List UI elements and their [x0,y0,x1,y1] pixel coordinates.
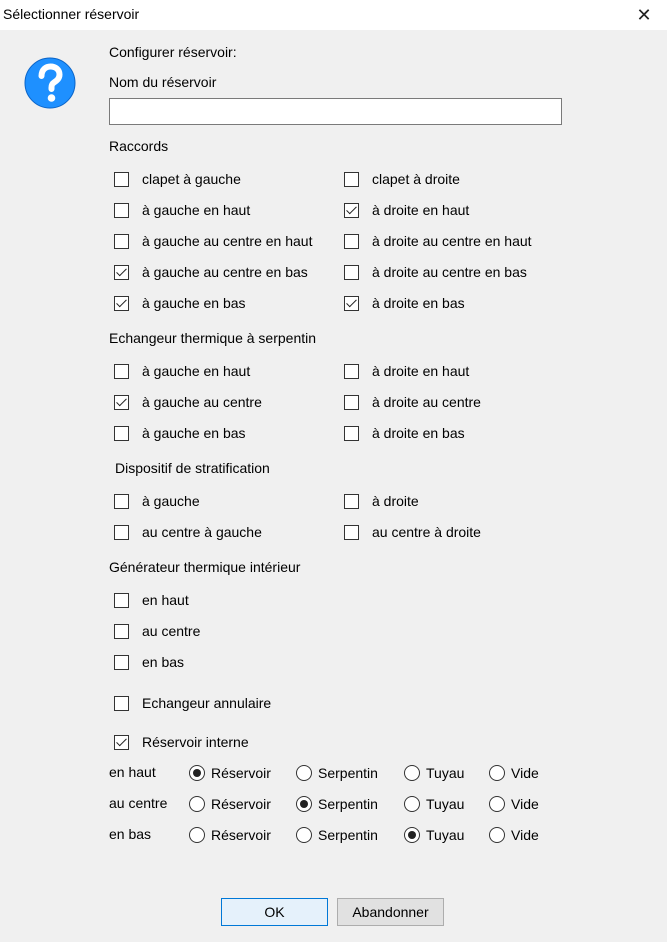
radio-option[interactable] [404,763,464,783]
checkbox-label: à gauche en bas [142,425,246,441]
generateur-heading: Générateur thermique intérieur [109,559,301,575]
checkbox-option[interactable] [344,231,532,251]
raccords-heading: Raccords [109,138,169,154]
echangeur-heading: Echangeur thermique à serpentin [109,330,317,346]
radio-option[interactable] [296,825,378,845]
radio-label: Vide [511,827,539,843]
radio-unselected [404,796,420,812]
checkbox-unchecked [344,494,359,509]
checkbox-label: au centre à gauche [142,524,262,540]
checkbox-label: à droite en haut [372,202,470,218]
checkbox-checked [344,296,359,311]
checkbox-option[interactable] [114,361,250,381]
checkbox-unchecked [114,426,129,441]
radio-unselected [189,796,205,812]
close-icon: ✕ [636,4,652,25]
checkbox-label: à gauche au centre en haut [142,233,313,249]
checkbox-label: au centre [142,623,201,639]
configure-heading: Configurer réservoir: [109,44,237,60]
checkbox-checked [114,395,129,410]
checkbox-unchecked [114,203,129,218]
checkbox-option[interactable] [114,200,250,220]
radio-option[interactable] [296,794,378,814]
checkbox-label: en haut [142,592,189,608]
zone-row-label: au centre [109,795,168,811]
checkbox-label: au centre à droite [372,524,481,540]
radio-option[interactable] [189,763,271,783]
reservoir-interne-checkbox[interactable] [114,732,249,752]
stratification-heading: Dispositif de stratification [115,460,270,476]
radio-unselected [489,765,505,781]
radio-option[interactable] [189,825,271,845]
checkbox-option[interactable] [114,621,200,641]
checkbox-unchecked [114,593,129,608]
title-bar [0,0,667,30]
checkbox-unchecked [114,624,129,639]
radio-label: Serpentin [318,765,378,781]
checkbox-label: à droite [372,493,419,509]
checkbox-option[interactable] [114,169,241,189]
radio-label: Tuyau [426,765,465,781]
radio-option[interactable] [489,763,539,783]
checkbox-label: à droite en bas [372,295,465,311]
checkbox-unchecked [114,234,129,249]
checkbox-label: en bas [142,654,185,670]
radio-label: Serpentin [318,827,378,843]
radio-label: Serpentin [318,796,378,812]
radio-unselected [404,765,420,781]
checkbox-label: Réservoir interne [142,734,249,750]
checkbox-label: à gauche au centre en bas [142,264,308,280]
checkbox-checked [344,203,359,218]
checkbox-option[interactable] [344,491,419,511]
checkbox-unchecked [114,494,129,509]
checkbox-unchecked [344,395,359,410]
checkbox-unchecked [344,426,359,441]
checkbox-label: à droite au centre en bas [372,264,527,280]
zone-row-label: en haut [109,764,156,780]
checkbox-unchecked [114,172,129,187]
radio-unselected [489,827,505,843]
checkbox-label: à droite en bas [372,425,465,441]
checkbox-option[interactable] [114,491,200,511]
checkbox-label: clapet à droite [372,171,460,187]
checkbox-label: clapet à gauche [142,171,241,187]
checkbox-box [114,735,129,750]
checkbox-option[interactable] [344,392,481,412]
radio-label: Vide [511,765,539,781]
checkbox-unchecked [114,525,129,540]
radio-option[interactable] [489,794,539,814]
close-button[interactable] [621,0,667,30]
tank-name-label: Nom du réservoir [109,74,217,90]
checkbox-option[interactable] [114,231,312,251]
checkbox-unchecked [344,234,359,249]
radio-selected [404,827,420,843]
checkbox-option[interactable] [114,293,246,313]
checkbox-label: à droite au centre [372,394,481,410]
checkbox-option[interactable] [344,169,460,189]
checkbox-label: à gauche en bas [142,295,246,311]
radio-unselected [296,765,312,781]
radio-label: Réservoir [211,765,271,781]
checkbox-label: à gauche au centre [142,394,262,410]
checkbox-option[interactable] [344,262,527,282]
question-icon [22,55,78,111]
checkbox-box [114,696,129,711]
checkbox-label: à droite en haut [372,363,470,379]
tank-name-input[interactable] [109,98,562,125]
checkbox-option[interactable] [114,262,308,282]
checkbox-option[interactable] [114,652,184,672]
radio-option[interactable] [296,763,378,783]
radio-unselected [189,827,205,843]
echangeur-annulaire-checkbox[interactable] [114,693,271,713]
checkbox-checked [114,265,129,280]
radio-label: Tuyau [426,827,465,843]
checkbox-option[interactable] [114,590,189,610]
radio-label: Réservoir [211,796,271,812]
checkbox-unchecked [344,525,359,540]
checkbox-unchecked [114,364,129,379]
checkbox-unchecked [344,172,359,187]
checkbox-unchecked [344,364,359,379]
ok-button[interactable]: OK [221,898,328,926]
cancel-button[interactable]: Abandonner [337,898,444,926]
radio-option[interactable] [489,825,539,845]
checkbox-label: à gauche en haut [142,363,251,379]
checkbox-option[interactable] [114,392,262,412]
window-title: Sélectionner réservoir [3,6,140,22]
checkbox-option[interactable] [344,361,469,381]
checkbox-option[interactable] [344,423,465,443]
checkbox-option[interactable] [344,522,481,542]
zone-row-label: en bas [109,826,152,842]
checkbox-label: à gauche en haut [142,202,251,218]
radio-label: Tuyau [426,796,465,812]
checkbox-option[interactable] [344,200,469,220]
radio-label: Réservoir [211,827,271,843]
checkbox-label: Echangeur annulaire [142,695,272,711]
radio-label: Vide [511,796,539,812]
radio-option[interactable] [404,825,464,845]
checkbox-option[interactable] [344,293,465,313]
radio-option[interactable] [189,794,271,814]
checkbox-checked [114,296,129,311]
checkbox-label: à droite au centre en haut [372,233,532,249]
radio-unselected [489,796,505,812]
checkbox-unchecked [344,265,359,280]
checkbox-label: à gauche [142,493,200,509]
checkbox-option[interactable] [114,423,246,443]
checkbox-option[interactable] [114,522,262,542]
radio-option[interactable] [404,794,464,814]
checkbox-unchecked [114,655,129,670]
radio-selected [296,796,312,812]
radio-selected [189,765,205,781]
radio-unselected [296,827,312,843]
